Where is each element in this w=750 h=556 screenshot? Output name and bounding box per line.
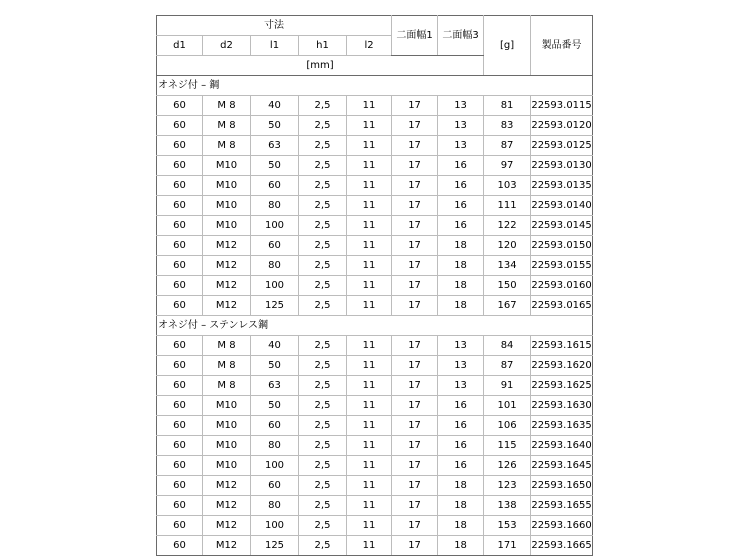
d2-cell: M10 [203,456,251,476]
h1-cell: 2,5 [299,336,347,356]
weight-cell: 123 [484,476,531,496]
dimensions-header: 寸法 [157,16,392,36]
l1-cell: 50 [251,356,299,376]
weight-cell: 87 [484,356,531,376]
table-row [157,296,593,316]
table-row [157,356,593,376]
d2-header: d2 [203,36,251,56]
d2-cell: M10 [203,416,251,436]
part-number-cell: 22593.0115 [531,96,593,116]
part-number-cell: 22593.0135 [531,176,593,196]
h1-cell: 2,5 [299,256,347,276]
width1-cell: 17 [392,156,438,176]
table-row [157,516,593,536]
d1-cell: 60 [157,136,203,156]
d1-cell: 60 [157,116,203,136]
l1-cell: 50 [251,116,299,136]
d1-cell: 60 [157,476,203,496]
weight-cell: 97 [484,156,531,176]
width1-cell: 17 [392,436,438,456]
weight-cell: 126 [484,456,531,476]
d2-cell: M10 [203,196,251,216]
width1-cell: 17 [392,536,438,556]
table-row [157,136,593,156]
part-number-cell: 22593.1630 [531,396,593,416]
width1-cell: 17 [392,296,438,316]
h1-cell: 2,5 [299,156,347,176]
part-number-cell: 22593.0120 [531,116,593,136]
h1-cell: 2,5 [299,136,347,156]
l1-cell: 125 [251,296,299,316]
width1-cell: 17 [392,456,438,476]
d1-cell: 60 [157,276,203,296]
width3-cell: 16 [438,176,484,196]
table-row [157,196,593,216]
d2-cell: M 8 [203,336,251,356]
width1-cell: 17 [392,196,438,216]
part-number-cell: 22593.0145 [531,216,593,236]
part-number-cell: 22593.0160 [531,276,593,296]
table-row [157,536,593,556]
weight-cell: 167 [484,296,531,316]
width1-cell: 17 [392,176,438,196]
l2-cell: 11 [347,216,392,236]
weight-header: [g] [484,16,531,76]
h1-cell: 2,5 [299,496,347,516]
width3-cell: 18 [438,516,484,536]
spec-table [156,15,593,556]
h1-cell: 2,5 [299,516,347,536]
l1-cell: 80 [251,436,299,456]
h1-cell: 2,5 [299,476,347,496]
d2-cell: M12 [203,536,251,556]
width3-cell: 13 [438,356,484,376]
weight-cell: 91 [484,376,531,396]
part-number-cell: 22593.1635 [531,416,593,436]
d2-cell: M10 [203,156,251,176]
h1-cell: 2,5 [299,276,347,296]
width3-cell: 13 [438,376,484,396]
l1-cell: 100 [251,276,299,296]
part-number-cell: 22593.1645 [531,456,593,476]
header-row-1 [157,16,593,36]
h1-cell: 2,5 [299,536,347,556]
width3-cell: 13 [438,336,484,356]
d1-cell: 60 [157,336,203,356]
l2-cell: 11 [347,396,392,416]
d1-cell: 60 [157,376,203,396]
part-number-cell: 22593.1655 [531,496,593,516]
width3-cell: 16 [438,436,484,456]
weight-cell: 115 [484,436,531,456]
width3-cell: 16 [438,396,484,416]
l1-cell: 50 [251,396,299,416]
d2-cell: M 8 [203,96,251,116]
part-number-cell: 22593.0130 [531,156,593,176]
section-row [157,316,593,336]
d1-cell: 60 [157,156,203,176]
width3-cell: 18 [438,496,484,516]
h1-cell: 2,5 [299,376,347,396]
table-row [157,456,593,476]
width3-cell: 16 [438,416,484,436]
l2-cell: 11 [347,296,392,316]
weight-cell: 101 [484,396,531,416]
d2-cell: M12 [203,516,251,536]
section-title: オネジ付 – ステンレス鋼 [157,316,593,336]
width1-cell: 17 [392,276,438,296]
d2-cell: M10 [203,436,251,456]
d2-cell: M10 [203,396,251,416]
part-number-cell: 22593.0150 [531,236,593,256]
d1-cell: 60 [157,356,203,376]
l1-cell: 63 [251,376,299,396]
width3-cell: 16 [438,456,484,476]
h1-cell: 2,5 [299,356,347,376]
l2-cell: 11 [347,156,392,176]
l1-cell: 60 [251,476,299,496]
h1-cell: 2,5 [299,396,347,416]
h1-cell: 2,5 [299,236,347,256]
h1-cell: 2,5 [299,216,347,236]
width1-cell: 17 [392,356,438,376]
width3-cell: 18 [438,476,484,496]
d2-cell: M 8 [203,136,251,156]
l2-cell: 11 [347,176,392,196]
h1-header: h1 [299,36,347,56]
l1-cell: 125 [251,536,299,556]
weight-cell: 83 [484,116,531,136]
d1-cell: 60 [157,176,203,196]
weight-cell: 153 [484,516,531,536]
h1-cell: 2,5 [299,456,347,476]
l1-cell: 60 [251,416,299,436]
d2-cell: M12 [203,476,251,496]
l2-cell: 11 [347,96,392,116]
width3-cell: 13 [438,116,484,136]
width1-cell: 17 [392,236,438,256]
width3-cell: 13 [438,96,484,116]
width3-cell: 13 [438,136,484,156]
table-row [157,116,593,136]
h1-cell: 2,5 [299,416,347,436]
d1-cell: 60 [157,516,203,536]
h1-cell: 2,5 [299,116,347,136]
width1-cell: 17 [392,256,438,276]
weight-cell: 120 [484,236,531,256]
width1-header: 二面幅1 [392,16,438,56]
width1-cell: 17 [392,516,438,536]
d1-cell: 60 [157,196,203,216]
d1-cell: 60 [157,436,203,456]
d2-cell: M 8 [203,356,251,376]
width3-cell: 18 [438,296,484,316]
l1-cell: 60 [251,236,299,256]
weight-cell: 87 [484,136,531,156]
d1-cell: 60 [157,256,203,276]
d2-cell: M 8 [203,376,251,396]
weight-cell: 134 [484,256,531,276]
l2-cell: 11 [347,456,392,476]
d2-cell: M12 [203,276,251,296]
d2-cell: M 8 [203,116,251,136]
h1-cell: 2,5 [299,196,347,216]
l1-cell: 50 [251,156,299,176]
width3-cell: 18 [438,236,484,256]
section-title: オネジ付 – 鋼 [157,76,593,96]
part-number-cell: 22593.1650 [531,476,593,496]
d1-cell: 60 [157,416,203,436]
part-number-cell: 22593.1615 [531,336,593,356]
table-row [157,176,593,196]
part-number-cell: 22593.1625 [531,376,593,396]
l1-cell: 63 [251,136,299,156]
l2-cell: 11 [347,376,392,396]
width1-cell: 17 [392,216,438,236]
d2-cell: M12 [203,296,251,316]
width1-cell: 17 [392,136,438,156]
d2-cell: M12 [203,236,251,256]
l1-cell: 80 [251,196,299,216]
d2-cell: M10 [203,176,251,196]
width1-cell: 17 [392,336,438,356]
width3-cell: 18 [438,256,484,276]
h1-cell: 2,5 [299,176,347,196]
width3-cell: 16 [438,156,484,176]
l1-cell: 100 [251,456,299,476]
width1-cell: 17 [392,476,438,496]
section-row [157,76,593,96]
l1-cell: 100 [251,516,299,536]
l2-cell: 11 [347,116,392,136]
width3-cell: 16 [438,196,484,216]
table-row [157,476,593,496]
d2-cell: M12 [203,256,251,276]
l2-cell: 11 [347,196,392,216]
d2-cell: M12 [203,496,251,516]
table-row [157,376,593,396]
d1-header: d1 [157,36,203,56]
weight-cell: 122 [484,216,531,236]
d1-cell: 60 [157,216,203,236]
d1-cell: 60 [157,296,203,316]
width1-cell: 17 [392,116,438,136]
weight-cell: 150 [484,276,531,296]
l2-cell: 11 [347,416,392,436]
unit-header: [mm] [157,56,484,76]
l1-cell: 40 [251,96,299,116]
width3-cell: 18 [438,536,484,556]
part-number-cell: 22593.0165 [531,296,593,316]
part-number-cell: 22593.1640 [531,436,593,456]
d1-cell: 60 [157,456,203,476]
table-row [157,416,593,436]
d1-cell: 60 [157,236,203,256]
l2-cell: 11 [347,516,392,536]
l2-cell: 11 [347,256,392,276]
l1-cell: 60 [251,176,299,196]
table-row [157,156,593,176]
weight-cell: 138 [484,496,531,516]
d1-cell: 60 [157,536,203,556]
width1-cell: 17 [392,416,438,436]
part-number-cell: 22593.0140 [531,196,593,216]
table-row [157,436,593,456]
weight-cell: 106 [484,416,531,436]
width1-cell: 17 [392,396,438,416]
h1-cell: 2,5 [299,296,347,316]
table-row [157,496,593,516]
l1-cell: 80 [251,256,299,276]
table-row [157,396,593,416]
table-row [157,256,593,276]
table-row [157,236,593,256]
weight-cell: 81 [484,96,531,116]
table-row [157,276,593,296]
l2-cell: 11 [347,436,392,456]
l2-cell: 11 [347,336,392,356]
table-row [157,216,593,236]
weight-cell: 103 [484,176,531,196]
width3-cell: 18 [438,276,484,296]
l2-cell: 11 [347,356,392,376]
width3-cell: 16 [438,216,484,236]
width1-cell: 17 [392,96,438,116]
part-number-cell: 22593.1620 [531,356,593,376]
d1-cell: 60 [157,96,203,116]
d1-cell: 60 [157,396,203,416]
part-number-header: 製品番号 [531,16,593,76]
l2-cell: 11 [347,536,392,556]
l1-cell: 40 [251,336,299,356]
width1-cell: 17 [392,496,438,516]
h1-cell: 2,5 [299,436,347,456]
part-number-cell: 22593.0155 [531,256,593,276]
l1-header: l1 [251,36,299,56]
d2-cell: M10 [203,216,251,236]
l1-cell: 100 [251,216,299,236]
d1-cell: 60 [157,496,203,516]
part-number-cell: 22593.1665 [531,536,593,556]
h1-cell: 2,5 [299,96,347,116]
l1-cell: 80 [251,496,299,516]
width1-cell: 17 [392,376,438,396]
weight-cell: 111 [484,196,531,216]
width3-header: 二面幅3 [438,16,484,56]
weight-cell: 84 [484,336,531,356]
l2-cell: 11 [347,476,392,496]
l2-cell: 11 [347,276,392,296]
weight-cell: 171 [484,536,531,556]
l2-cell: 11 [347,236,392,256]
l2-header: l2 [347,36,392,56]
l2-cell: 11 [347,136,392,156]
table-row [157,336,593,356]
part-number-cell: 22593.1660 [531,516,593,536]
l2-cell: 11 [347,496,392,516]
table-row [157,96,593,116]
part-number-cell: 22593.0125 [531,136,593,156]
